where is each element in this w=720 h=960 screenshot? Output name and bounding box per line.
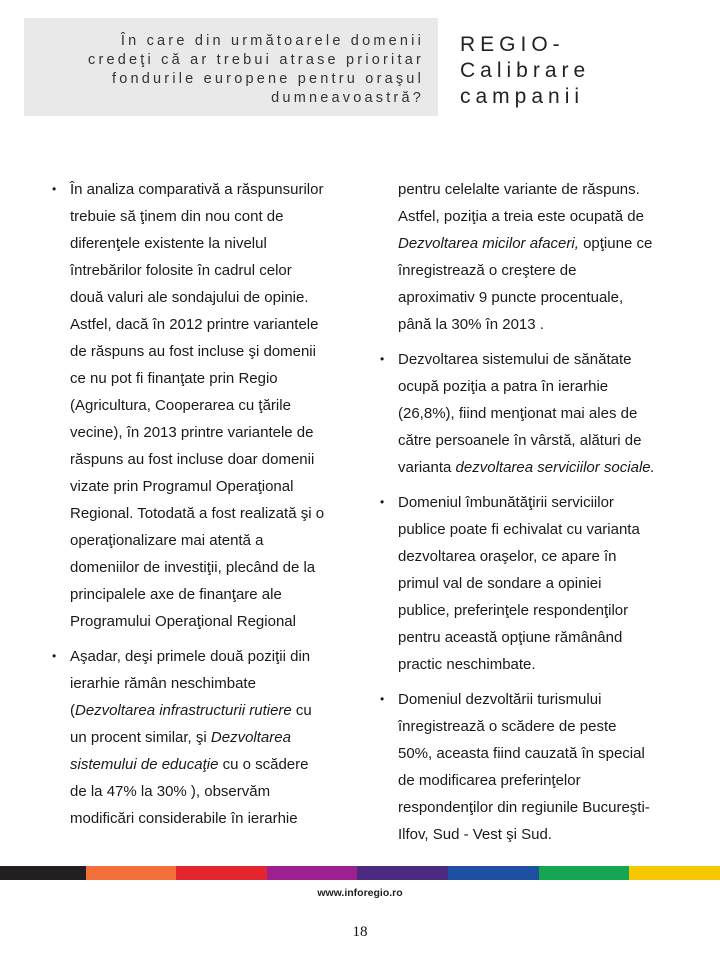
text-fragment: opţiune ce [578,235,653,252]
question-line: fondurile europene pentru oraşul [112,71,424,87]
bullet-paragraph-public-services [380,489,680,678]
text-line: modificări considerabile în ierarhie [70,810,298,827]
text-line: vecine), în 2013 printre variantele de [70,424,314,441]
italic-term: dezvoltarea serviciilor sociale. [455,459,655,476]
text-line: până la 30% în 2013 . [398,316,544,333]
text-line: principalele axe de finanţare ale [70,586,282,603]
bullet-paragraph-comparative [52,176,352,635]
color-segment [0,866,86,880]
right-column [380,176,680,856]
text-line: Aşadar, deşi primele două poziţii din [70,648,311,665]
text-line-mixed [70,697,352,724]
continuation-paragraph [380,176,680,338]
page-title [460,32,590,110]
bullet-icon: • [52,182,57,196]
text-line: trebuie să ţinem din nou cont de [70,208,284,225]
bullet-paragraph-health [380,346,680,481]
bullet-icon: • [380,495,385,509]
text-line-mixed [70,751,352,778]
text-line: ierarhie rămân neschimbate [70,675,256,692]
title-line: REGIO- [460,33,565,56]
text-line: Domeniul îmbunătăţirii serviciilor [398,494,614,511]
footer-color-bar [0,866,720,880]
text-line: Regional. Totodată a fost realizată şi o [70,505,325,522]
color-segment [539,866,629,880]
text-line: (Agricultura, Cooperarea cu ţările [70,397,291,414]
text-line: domeniilor de investiţii, plecând de la [70,559,316,576]
text-line-mixed [398,230,680,257]
text-line: operaţionalizare mai atentă a [70,532,264,549]
text-line: de modificarea preferinţelor [398,772,581,789]
text-line: întrebărilor folosite în cadrul celor [70,262,292,279]
title-line: Calibrare [460,59,591,82]
question-line: dumneavoastră? [271,90,424,106]
text-line: pentru celelalte variante de răspuns. [398,181,640,198]
text-line: răspuns au fost incluse doar domenii [70,451,315,468]
text-line-mixed [398,454,680,481]
color-segment [357,866,448,880]
bullet-icon: • [380,352,385,366]
color-segment [267,866,357,880]
text-line: diferenţele existente la nivelul [70,235,267,252]
text-line: dezvoltarea oraşelor, ce apare în [398,548,617,565]
text-line: aproximativ 9 puncte procentuale, [398,289,624,306]
website-link[interactable]: www.inforegio.ro [317,887,403,899]
color-segment [176,866,267,880]
text-line: Astfel, poziţia a treia este ocupată de [398,208,644,225]
color-segment [448,866,539,880]
text-line: ce nu pot fi finanţate prin Regio [70,370,278,387]
bullet-paragraph-hierarchy [52,643,352,832]
bullet-icon: • [380,692,385,706]
question-line: În care din următoarele domenii [120,33,424,49]
text-line: Ilfov, Sud - Vest şi Sud. [398,826,552,843]
text-line: ocupă poziţia a patra în ierarhie [398,378,609,395]
text-line: Astfel, dacă în 2012 printre variantele [70,316,319,333]
text-line: respondenţilor din regiunile Bucureşti- [398,799,650,816]
left-column [52,176,352,840]
page-number: 18 [352,924,368,940]
text-line: primul val de sondare a opiniei [398,575,602,592]
text-fragment: ( [70,702,75,719]
text-line: 50%, aceasta fiind cauzată în special [398,745,645,762]
italic-term: Dezvoltarea [210,729,291,746]
text-fragment: cu [291,702,312,719]
text-line: Dezvoltarea sistemului de sănătate [398,351,632,368]
text-line: În analiza comparativă a răspunsurilor [70,181,324,198]
text-line: (26,8%), fiind menţionat mai ales de [398,405,638,422]
text-line: pentru această opţiune rămânând [398,629,623,646]
text-line: practic neschimbate. [398,656,536,673]
question-box [24,18,438,116]
title-line: campanii [460,85,585,108]
text-line: Programului Operaţional Regional [70,613,296,630]
italic-term: sistemului de educaţie [70,756,219,773]
text-line: publice poate fi echivalat cu varianta [398,521,640,538]
text-fragment: varianta [398,459,456,476]
text-line: către persoanele în vârstă, alături de [398,432,642,449]
text-line-mixed [70,724,352,751]
italic-term: Dezvoltarea infrastructurii rutiere [75,702,292,719]
text-line: înregistrează o creştere de [398,262,577,279]
text-line: publice, preferinţele respondenţilor [398,602,629,619]
text-line: vizate prin Programul Operaţional [70,478,294,495]
question-line: credeţi că ar trebui atrase prioritar [88,52,424,68]
italic-term: Dezvoltarea micilor afaceri, [398,235,579,252]
text-line: două valuri ale sondajului de opinie. [70,289,309,306]
color-segment [629,866,720,880]
bullet-paragraph-tourism [380,686,680,848]
text-line: înregistrează o scădere de peste [398,718,617,735]
bullet-icon: • [52,649,57,663]
text-line: de răspuns au fost incluse şi domenii [70,343,316,360]
text-fragment: un procent similar, şi [70,729,211,746]
text-line: de la 47% la 30% ), observăm [70,783,271,800]
color-segment [86,866,176,880]
text-fragment: cu o scădere [218,756,309,773]
text-line: Domeniul dezvoltării turismului [398,691,602,708]
